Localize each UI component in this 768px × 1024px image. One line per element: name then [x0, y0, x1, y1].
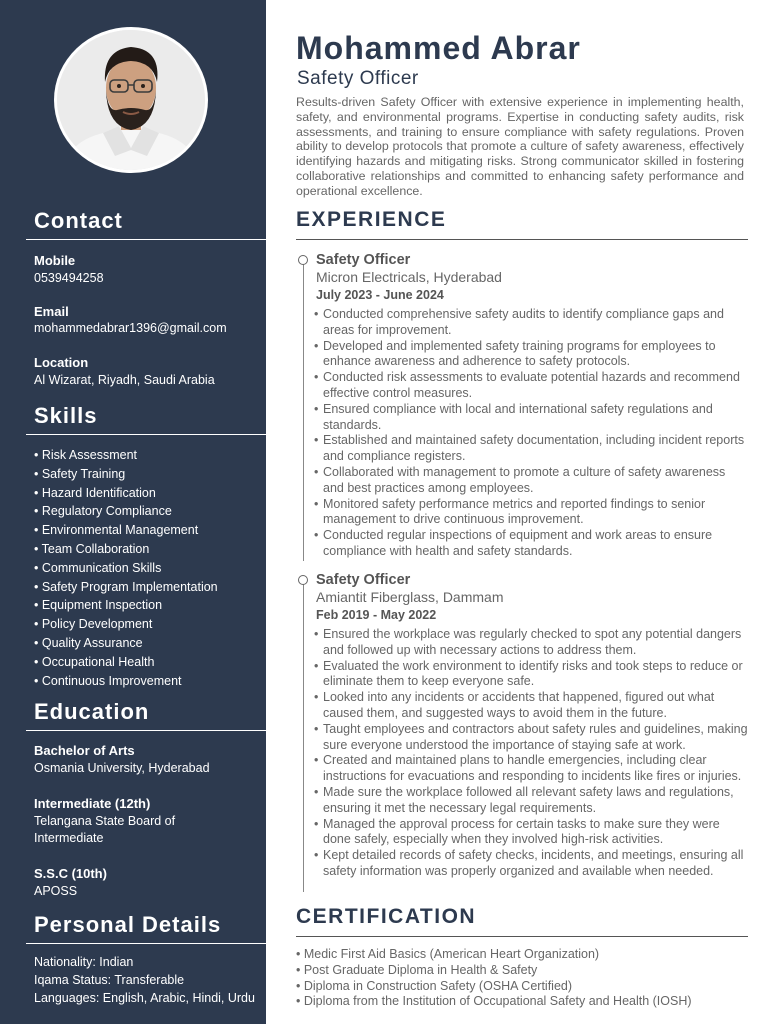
certification-item: • Diploma from the Institution of Occupational Safety and Health (IOSH)	[296, 994, 692, 1009]
certification-divider	[296, 936, 748, 937]
profile-photo	[57, 30, 205, 170]
timeline-dot	[298, 255, 308, 265]
certification-item: • Diploma in Construction Safety (OSHA Certified)	[296, 978, 573, 993]
timeline-line	[303, 264, 304, 561]
experience-dates: Feb 2019 - May 2022	[316, 608, 437, 622]
education-divider	[26, 730, 266, 731]
experience-company: Amiantit Fiberglass, Dammam	[316, 589, 504, 605]
skill-item: • Environmental Management	[34, 523, 199, 538]
education-degree: Intermediate (12th)	[34, 796, 151, 811]
certification-item: • Medic First Aid Basics (American Heart Organization)	[296, 947, 600, 961]
bullet-item: • Ensured the workplace was regularly checked to spot any potential dangers and followed up with necessary actions to address them.	[316, 627, 748, 659]
skill-item: • Risk Assessment	[34, 448, 138, 462]
sidebar	[0, 0, 266, 1024]
bullet-item: • Established and maintained safety documentation, including incident reports and compliance registers.	[316, 433, 748, 465]
skill-item: • Communication Skills	[34, 560, 162, 575]
timeline-dot	[298, 575, 308, 585]
personal-details-divider	[26, 943, 266, 944]
bullet-item: • Conducted comprehensive safety audits to identify compliance gaps and areas for improvement.	[316, 307, 748, 339]
bullet-item: • Monitored safety performance metrics and reported findings to senior management to drive continuous improvement.	[316, 497, 748, 529]
skill-item: • Hazard Identification	[34, 485, 156, 500]
experience-dates: July 2023 - June 2024	[316, 288, 444, 302]
experience-entry	[316, 252, 748, 560]
mobile-value[interactable]: 0539494258	[34, 271, 104, 285]
contact-heading: Contact	[34, 208, 123, 233]
education-degree: Bachelor of Arts	[34, 743, 135, 758]
experience-role: Safety Officer	[316, 572, 411, 588]
skill-item: • Quality Assurance	[34, 635, 143, 650]
bullet-item: • Ensured compliance with local and international safety regulations and standards.	[316, 402, 748, 434]
timeline-line	[303, 584, 304, 892]
experience-role: Safety Officer	[316, 252, 411, 268]
profile-summary: Results-driven Safety Officer with extensive experience in implementing health, safety, and environmental programs. Expertise in conducting safety audits, risk assessments, and training to ensure compliance with safety regulations. Proven ability to develop protocols that promote a culture of safety awareness, effectively identifying hazards and mitigating risks. Strong communicator skilled in fostering collaborative relationships and committed to enhancing safety performance and operational excellence.	[296, 95, 744, 198]
bullet-item: • Kept detailed records of safety checks, incidents, and meetings, ensuring all safety information was properly organized and available when needed.	[316, 848, 748, 880]
mobile-label: Mobile	[34, 253, 76, 268]
certification-list	[296, 947, 692, 1010]
candidate-name: Mohammed Abrar	[296, 30, 581, 66]
skill-item: • Safety Training	[34, 466, 126, 481]
bullet-item: • Collaborated with management to promote a culture of safety awareness and best practices among employees.	[316, 465, 748, 497]
personal-details-heading: Personal Details	[34, 912, 222, 937]
email-label: Email	[34, 304, 69, 319]
experience-bullets	[316, 307, 748, 560]
contact-divider	[26, 239, 266, 240]
experience-bullets	[316, 627, 748, 880]
certification-item: • Post Graduate Diploma in Health & Safety	[296, 962, 538, 977]
bullet-item: • Evaluated the work environment to identify risks and took steps to reduce or eliminate them to keep everyone safe.	[316, 659, 748, 691]
nationality: Nationality: Indian	[34, 955, 134, 969]
experience-divider	[296, 239, 748, 240]
education-school: Telangana State Board of Intermediate	[34, 814, 176, 845]
profile-photo-frame	[54, 27, 208, 173]
education-school: Osmania University, Hyderabad	[34, 761, 210, 775]
skill-item: • Team Collaboration	[34, 541, 150, 556]
education-degree: S.S.C (10th)	[34, 866, 107, 881]
skill-item: • Regulatory Compliance	[34, 504, 172, 519]
bullet-item: • Looked into any incidents or accidents that happened, figured out what caused them, and suggested ways to avoid them in the future.	[316, 690, 748, 722]
experience-heading: EXPERIENCE	[296, 208, 447, 231]
email-value[interactable]: mohammedabrar1396@gmail.com	[34, 321, 227, 335]
experience-entry	[316, 572, 748, 880]
bullet-item: • Taught employees and contractors about safety rules and guidelines, making sure everyone understood the importance of staying safe at work.	[316, 722, 748, 754]
skills-heading: Skills	[34, 403, 98, 428]
iqama-status: Iqama Status: Transferable	[34, 973, 185, 987]
bullet-item: • Made sure the workplace followed all relevant safety laws and regulations, ensuring it met the necessary legal requirements.	[316, 785, 748, 817]
bullet-item: • Developed and implemented safety training programs for employees to enhance awareness and adherence to safety protocols.	[316, 339, 748, 371]
skill-item: • Equipment Inspection	[34, 598, 163, 613]
languages: Languages: English, Arabic, Hindi, Urdu	[34, 991, 255, 1005]
location-value: Al Wizarat, Riyadh, Saudi Arabia	[34, 373, 215, 387]
experience-company: Micron Electricals, Hyderabad	[316, 269, 502, 285]
avatar-illustration	[57, 30, 205, 170]
skill-item: • Policy Development	[34, 617, 153, 632]
skill-item: • Occupational Health	[34, 654, 155, 669]
education-school: APOSS	[34, 884, 78, 898]
certification-heading: CERTIFICATION	[296, 905, 477, 928]
bullet-item: • Conducted regular inspections of equipment and work areas to ensure compliance with health and safety standards.	[316, 528, 748, 560]
skills-divider	[26, 434, 266, 435]
education-heading: Education	[34, 699, 150, 724]
job-title: Safety Officer	[297, 68, 419, 89]
bullet-item: • Conducted risk assessments to evaluate potential hazards and recommend effective control measures.	[316, 370, 748, 402]
skill-item: • Safety Program Implementation	[34, 579, 218, 594]
bullet-item: • Managed the approval process for certain tasks to make sure they were done safely, especially when they involved high-risk activities.	[316, 817, 748, 849]
skills-list	[34, 446, 218, 690]
bullet-item: • Created and maintained plans to handle emergencies, including clear instructions for evacuations and responding to incidents like fires or injuries.	[316, 753, 748, 785]
location-label: Location	[34, 355, 89, 370]
skill-item: • Continuous Improvement	[34, 673, 182, 688]
